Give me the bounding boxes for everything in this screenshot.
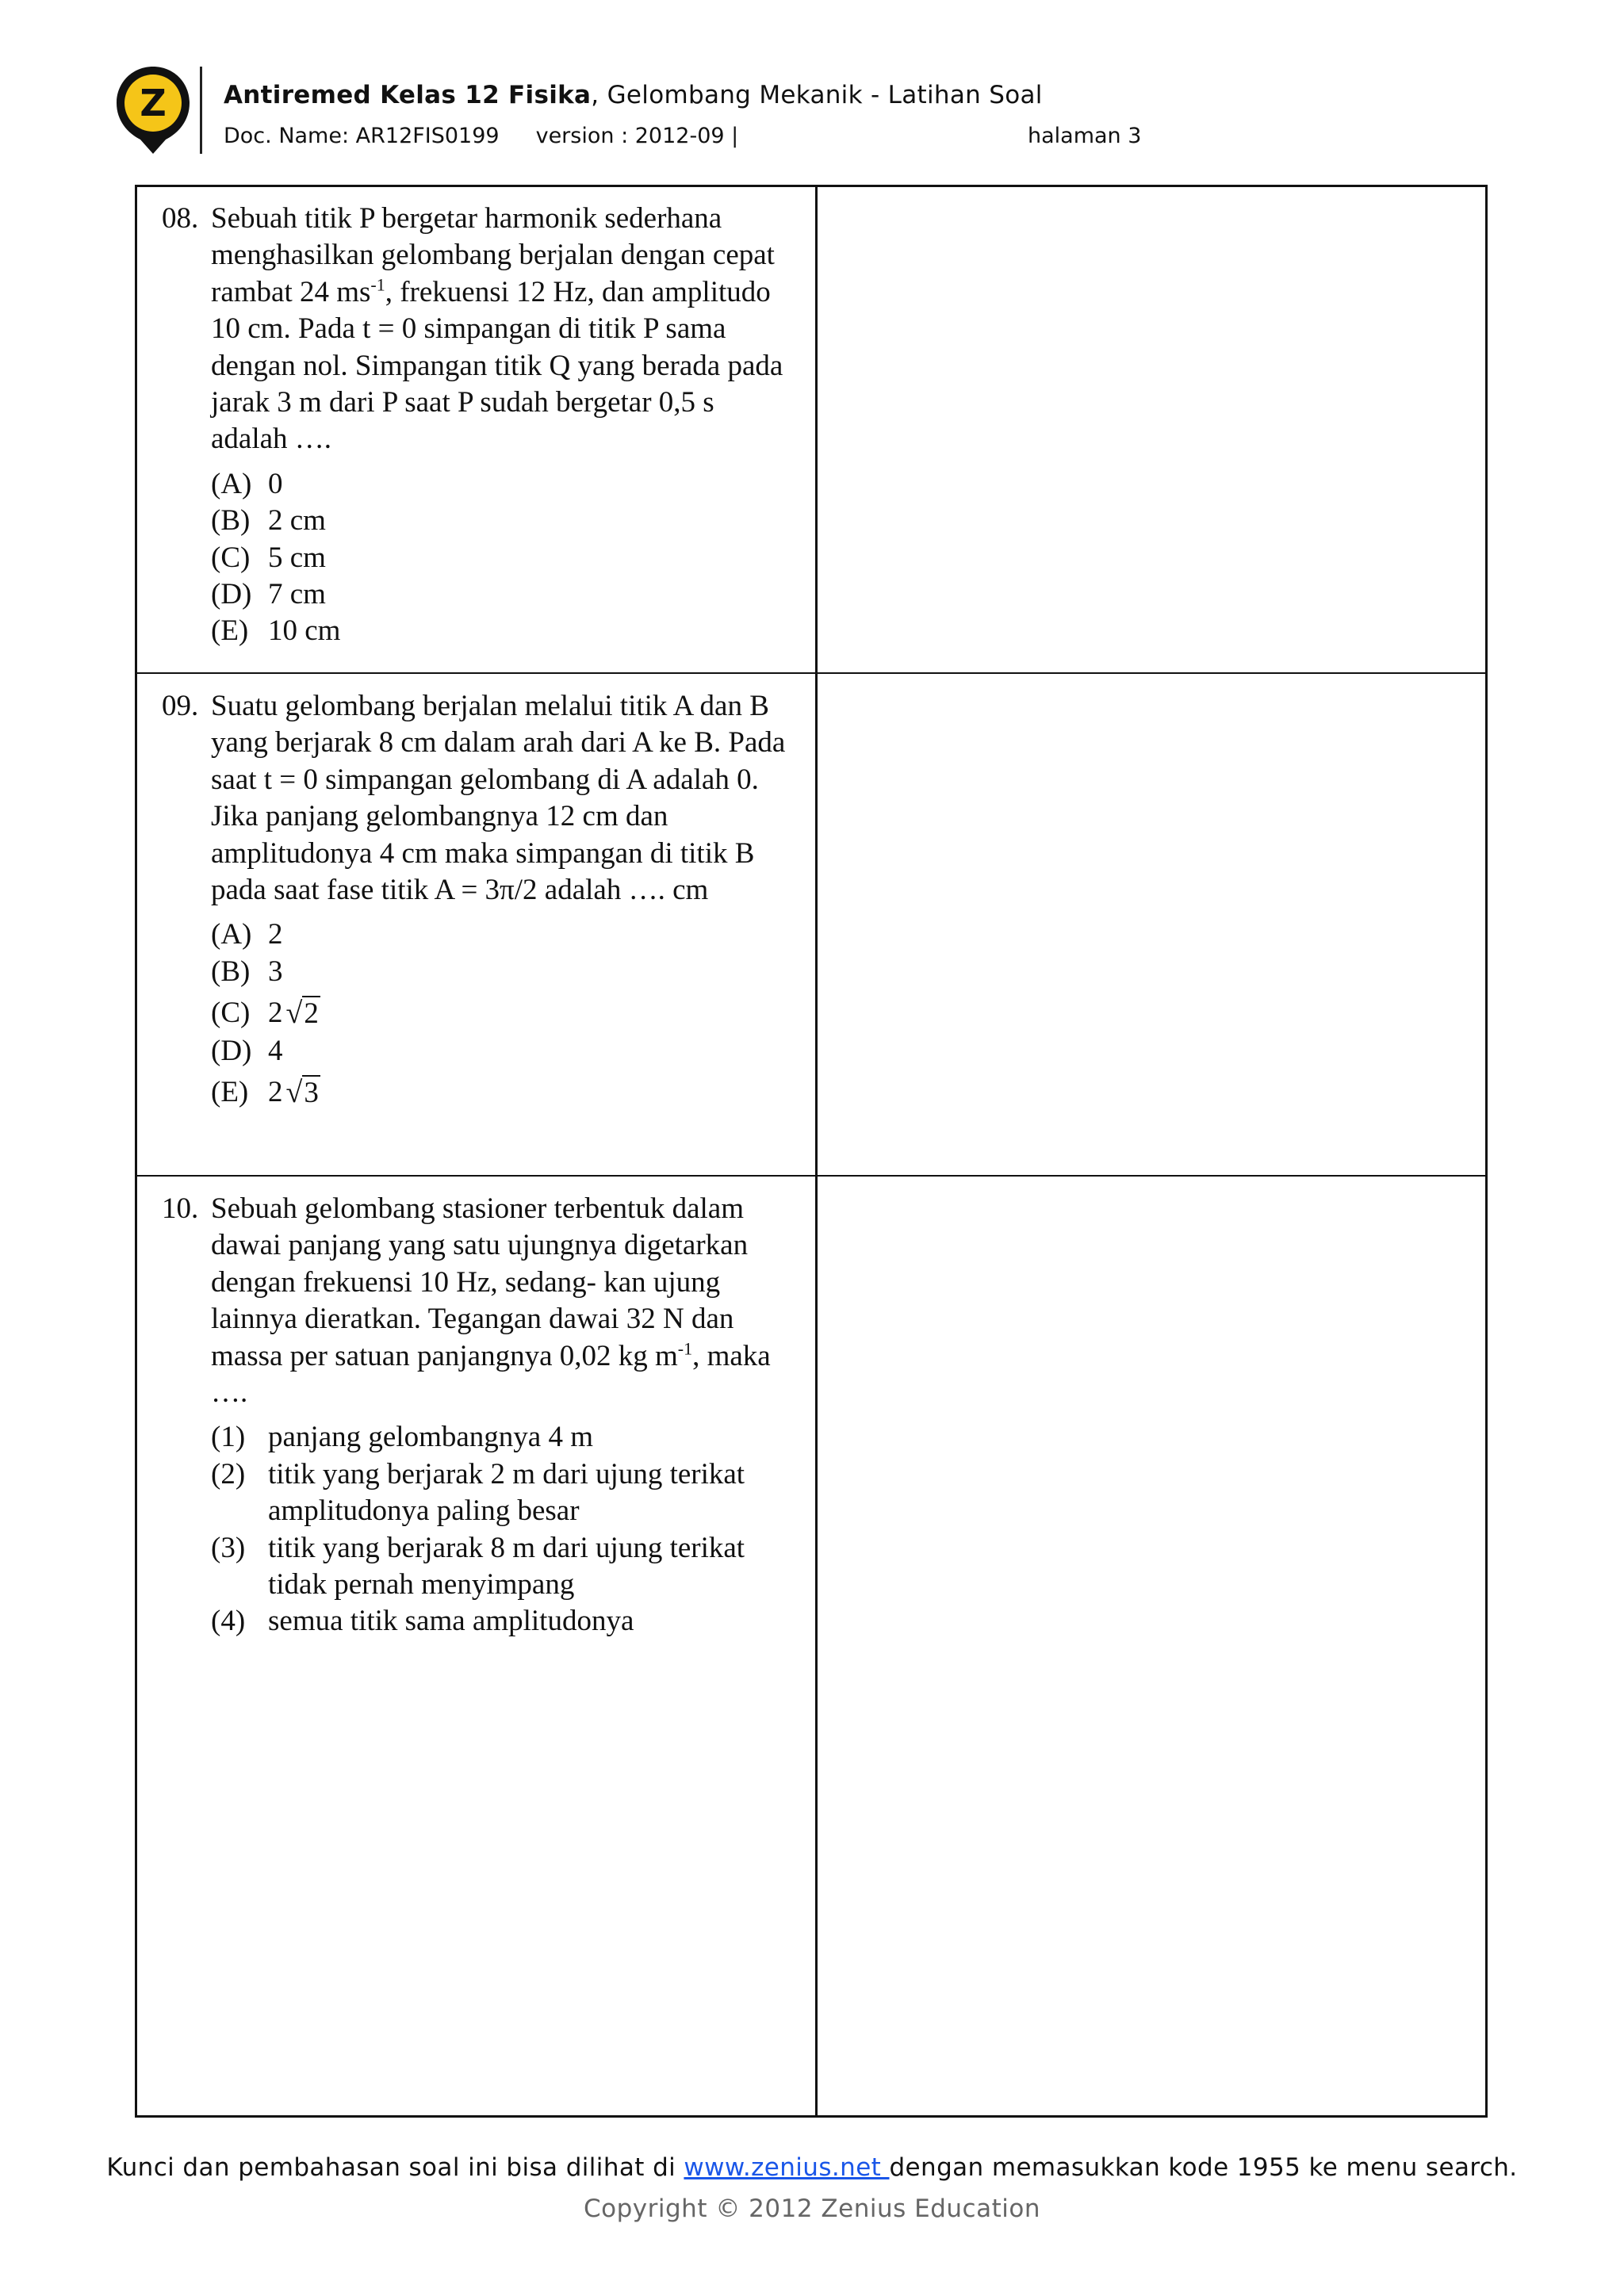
question-number: 08. bbox=[162, 202, 199, 235]
option-b: (B) 2 cm bbox=[211, 504, 326, 538]
row-divider bbox=[135, 672, 1488, 674]
question-08 bbox=[162, 201, 788, 650]
option-e: (E) 10 cm bbox=[211, 614, 341, 648]
svg-text:Z: Z bbox=[140, 82, 167, 124]
copyright: Copyright © 2012 Zenius Education bbox=[584, 2195, 1040, 2223]
statement-4: (4) semua titik sama amplitudonya bbox=[211, 1605, 634, 1638]
row-divider bbox=[135, 1175, 1488, 1177]
answer-options bbox=[211, 916, 788, 1112]
option-d: (D) 4 bbox=[211, 1034, 283, 1067]
header-divider bbox=[200, 67, 202, 154]
option-a: (A) 0 bbox=[211, 467, 283, 500]
question-stem: Sebuah gelombang stasioner terbentuk dalam dawai panjang yang satu ujungnya digetarkan dengan frekuensi 10 Hz, sedang- kan ujung lainnya dieratkan. Tegangan dawai 32 N dan massa per satuan panjangnya 0,02 kg $m^{-1}$, maka …. bbox=[211, 1192, 771, 1410]
option-e: (E) 2 √3 bbox=[211, 1074, 788, 1112]
question-number: 09. bbox=[162, 690, 199, 722]
doc-version: version : 2012-09 | bbox=[535, 124, 739, 148]
document-meta bbox=[224, 124, 738, 148]
document-title: Antiremed Kelas 12 Fisika, Gelombang Mekanik - Latihan Soal bbox=[224, 81, 1043, 109]
statement-2: (2) titik yang berjarak 2 m dari ujung terikat amplitudonya paling besar bbox=[211, 1457, 745, 1528]
option-b: (B) 3 bbox=[211, 955, 283, 988]
option-c: (C) 5 cm bbox=[211, 541, 326, 574]
answer-options bbox=[211, 466, 788, 650]
option-d: (D) 7 cm bbox=[211, 578, 326, 611]
question-stem: Suatu gelombang berjalan melalui titik A dan B yang berjarak 8 cm dalam arah dari A ke B. Pada saat t = 0 simpangan gelombang di A adalah 0. Jika panjang gelombangnya 12 cm dan amplitudonya 4 cm maka simpangan di titik B pada saat fase titik A = 3π/2 adalah …. cm bbox=[211, 690, 786, 907]
zenius-link[interactable]: www.zenius.net bbox=[684, 2153, 890, 2182]
statement-3: (3) titik yang berjarak 8 m dari ujung terikat tidak pernah menyimpang bbox=[211, 1531, 745, 1601]
question-10 bbox=[162, 1191, 788, 1640]
statement-1: (1) panjang gelombangnya 4 m bbox=[211, 1421, 593, 1454]
statement-list bbox=[211, 1419, 788, 1640]
question-stem: Sebuah titik P bergetar harmonik sederhana menghasilkan gelombang berjalan dengan cepat rambat 24 $ms^{-1}$, frekuensi 12 Hz, dan amplitudo 10 cm. Pada t = 0 simpangan di titik P sama dengan nol. Simpangan titik Q yang berada pada jarak 3 m dari P saat P sudah bergetar 0,5 s adalah …. bbox=[211, 202, 783, 456]
zenius-logo bbox=[113, 63, 193, 155]
option-a: (A) 2 bbox=[211, 918, 283, 951]
square-root: √2 bbox=[285, 997, 319, 1031]
square-root: √3 bbox=[285, 1076, 319, 1110]
answer-key-note: Kunci dan pembahasan soal ini bisa dilihat di www.zenius.net dengan memasukkan kode 1955 ke menu search. bbox=[106, 2153, 1518, 2182]
doc-name: Doc. Name: AR12FIS0199 bbox=[224, 124, 500, 148]
page-number: halaman 3 bbox=[1028, 124, 1142, 148]
option-c: (C) 2 √2 bbox=[211, 995, 788, 1032]
question-number: 10. bbox=[162, 1192, 199, 1225]
question-09 bbox=[162, 688, 788, 1112]
column-divider bbox=[815, 185, 818, 2118]
